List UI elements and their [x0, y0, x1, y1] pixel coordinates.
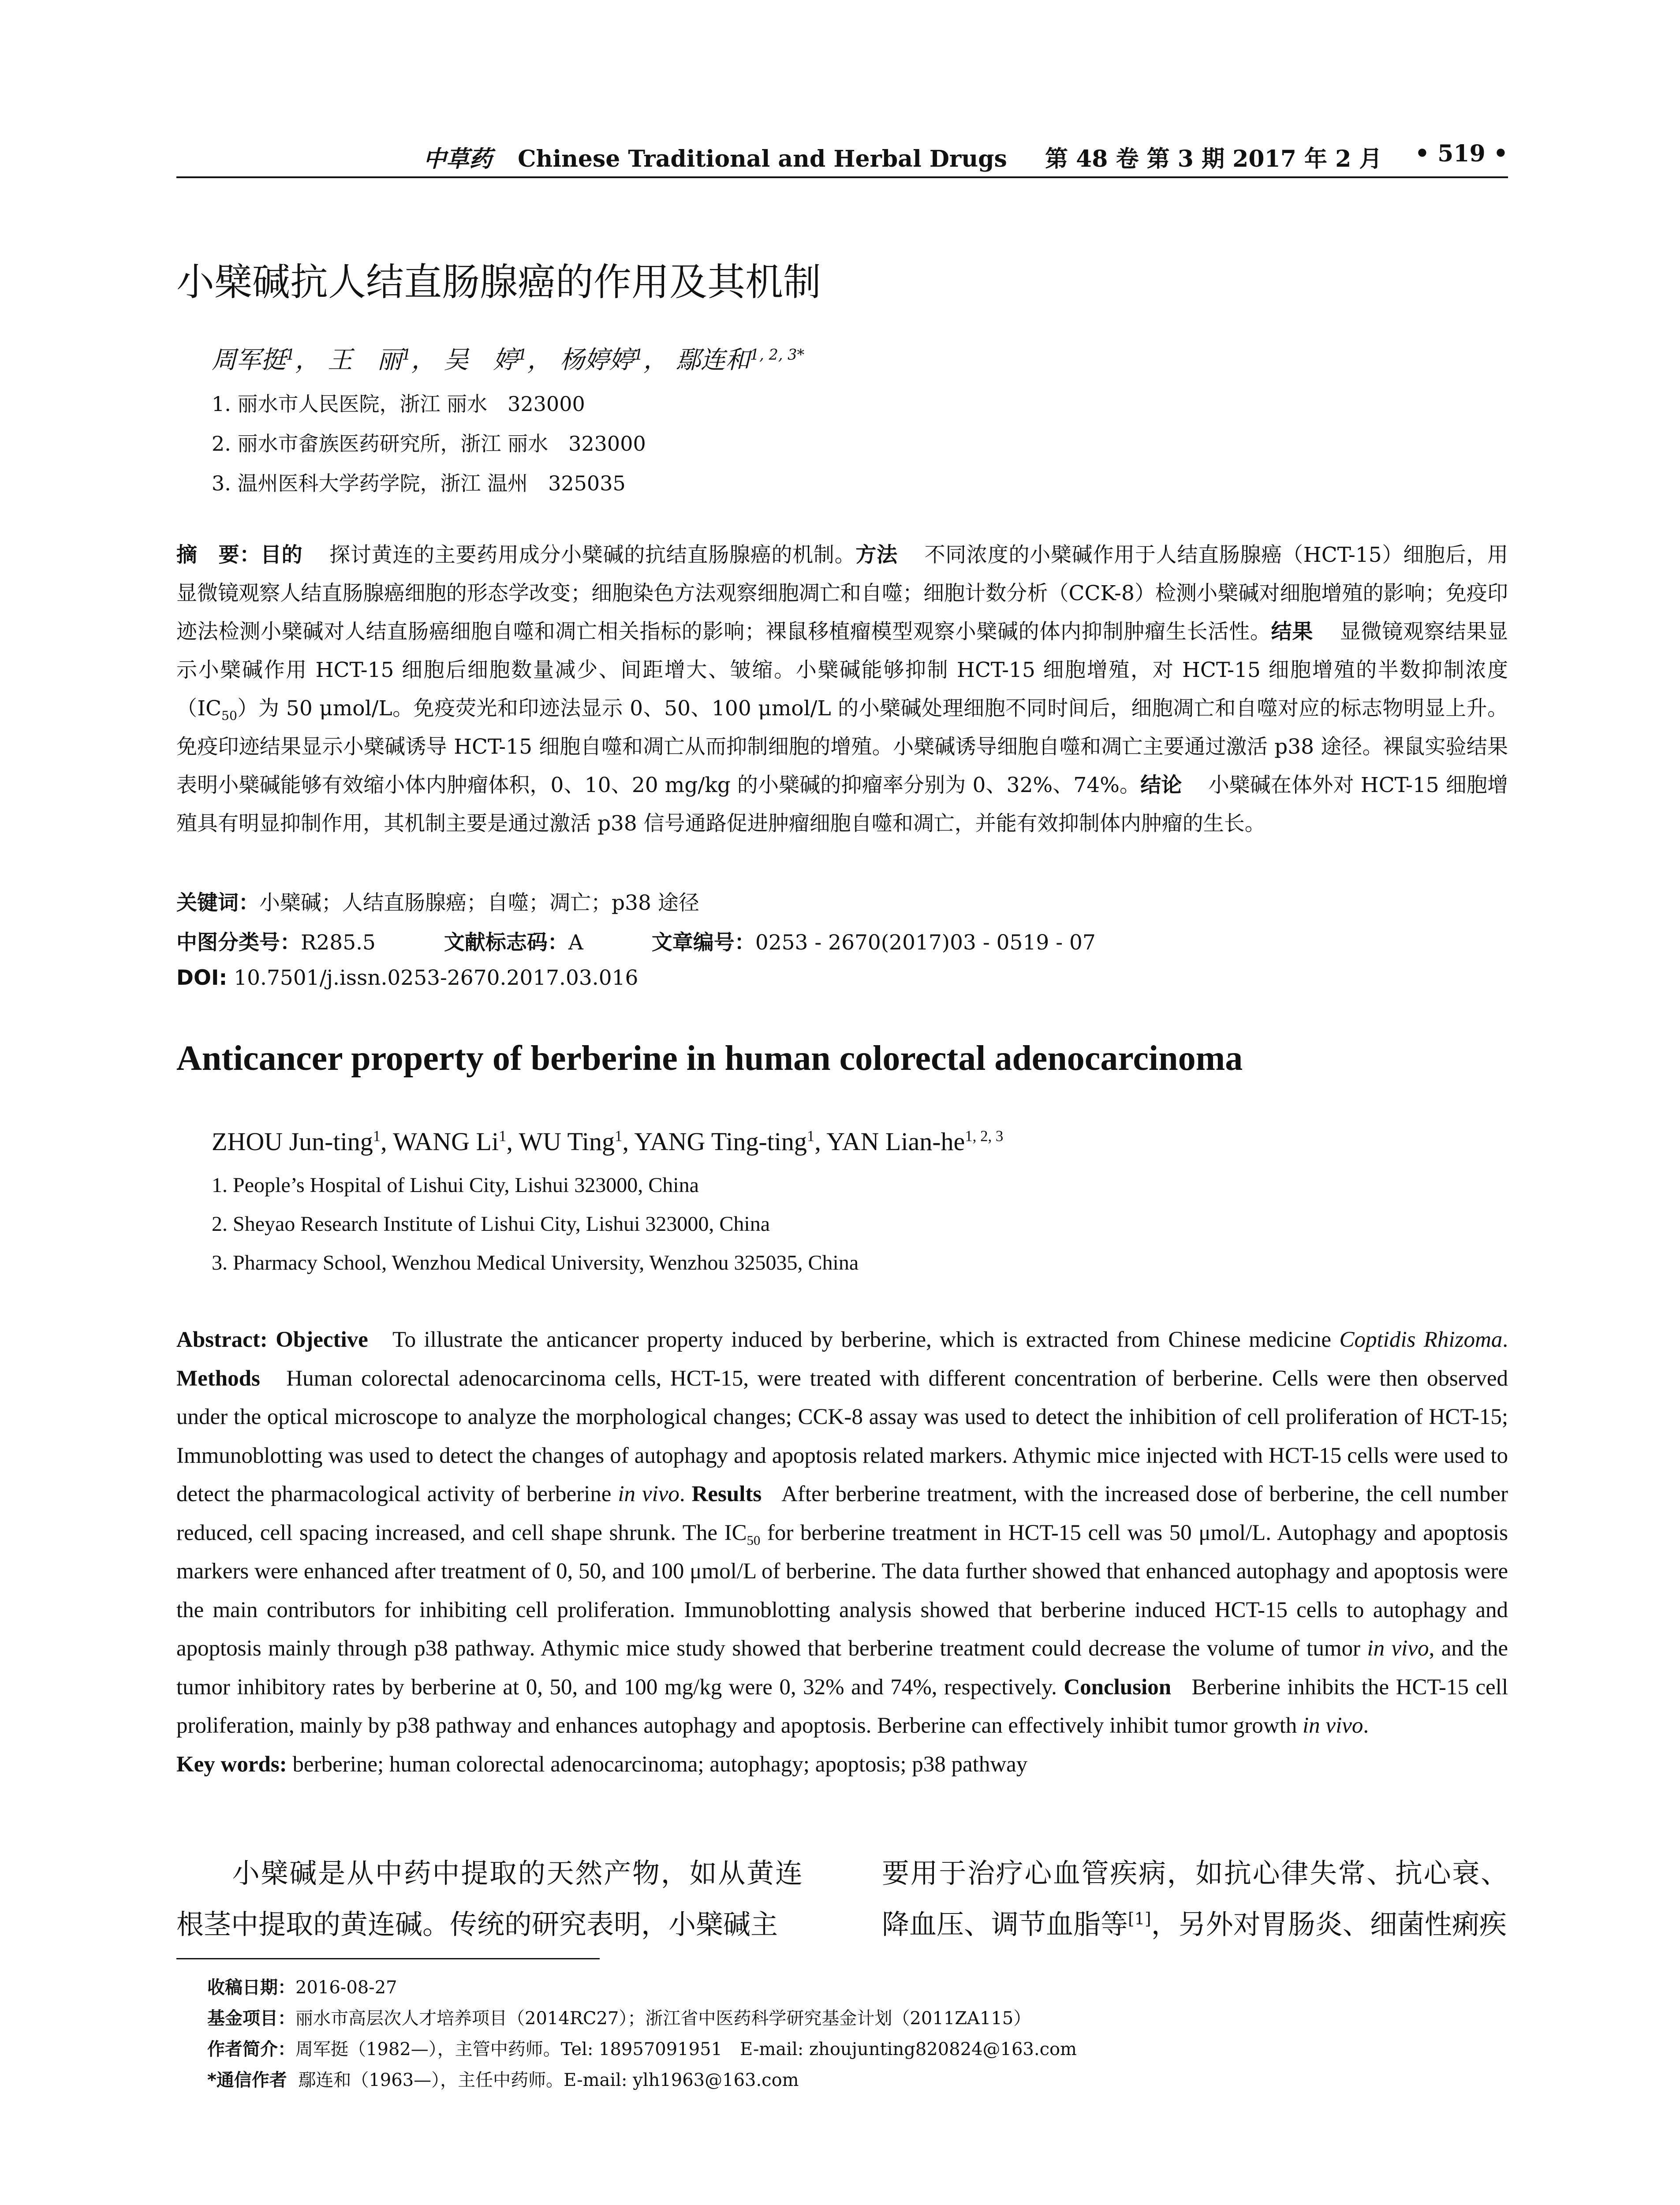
header-rule — [176, 176, 1508, 178]
footnote-label: 基金项目： — [207, 2008, 295, 2029]
cn-objective-text: 探讨黄连的主要药用成分小檗碱的抗结直肠腺癌的机制。 — [329, 543, 856, 567]
clc-value: R285.5 — [301, 931, 376, 955]
footnote-received — [207, 1973, 397, 1999]
cn-author: 吴 婷 — [444, 346, 518, 374]
body-column-right — [882, 1848, 1508, 1950]
en-keywords-label: Key words: — [176, 1752, 287, 1777]
en-objective-text: To illustrate the anticancer property induced by berberine, which is extracted from Chinese medicine — [392, 1327, 1332, 1352]
en-abstract: Abstract: Objective To illustrate the anticancer property induced by berberine, which is extracted from Chinese medicine Coptidis Rhizoma. Methods Human colorectal adenocarcinoma cells, HCT-15, were treated with different concentration of berberine. Cells were then observed under the optical microscope to analyze the morphological changes; CCK-8 assay was used to detect the inhibition of cell proliferation of HCT-15; Immunoblotting was used to detect the changes of autophagy and apoptosis related markers. Athymic mice injected with HCT-15 cells were used to detect the pharmacological activity of berberine in vivo. Results After berberine treatment, with the increased dose of berberine, the cell number reduced, cell spacing increased, and cell shape shrunk. The $IC_{50}$ for berberine treatment in HCT-15 cell was 50 μmol/L. Autophagy and apoptosis markers were enhanced after treatment of 0, 50, and 100 μmol/L of berberine. The data further showed that enhanced autophagy and apoptosis were the main contributors for inhibiting cell proliferation. Immunoblotting analysis showed that berberine induced HCT-15 cells to autophagy and apoptosis mainly through p38 pathway. Athymic mice study showed that berberine treatment could decrease the volume of tumor in vivo, and the tumor inhibitory rates by berberine at 0, 50, and 100 mg/kg were 0, 32% and 74%, respectively. Conclusion Berberine inhibits the HCT-15 cell proliferation, mainly by p38 pathway and enhances autophagy and apoptosis. Berberine can effectively inhibit tumor growth in vivo. Key words: berberine; human colorectal adenocarcinoma; autophagy; apoptosis; p38 pathway — [176, 1327, 1508, 1777]
cn-affiliation: 3. 温州医科大学药学院，浙江 温州 325035 — [212, 471, 626, 495]
footnote-label: *通信作者 — [207, 2070, 287, 2090]
footnote-label: 收稿日期： — [207, 1977, 295, 1998]
cn-author-sup: 1 — [634, 346, 643, 363]
footnote-text: 2016-08-27 — [295, 1977, 397, 1998]
running-header — [176, 140, 1508, 175]
cn-title: 小檗碱抗人结直肠腺癌的作用及其机制 — [176, 260, 821, 304]
cn-author: 王 丽 — [328, 346, 402, 374]
page-number: • 519 • — [1415, 140, 1508, 167]
cn-results-text-cont: ）为 50 μmol/L。免疫荧光和印迹法显示 0、50、100 μmol/L 的小檗碱处理细胞不同时间后，细胞凋亡和自噬对应的标志物明显上升。免疫印迹结果显示小檗碱诱导 HCT-15 细胞自噬和凋亡从而抑制细胞的增殖。小檗碱诱导细胞自噬和凋亡主要通过激活 p38 途径。裸鼠实验结果表明小檗碱能够有效缩小体内肿瘤体积，0、10、20 mg/kg 的小檗碱的抑瘤率分别为 0、32%、74%。 — [176, 696, 1508, 797]
footnote-rule — [176, 1958, 600, 1959]
reference-mark[interactable]: [1] — [1128, 1909, 1151, 1928]
en-affiliation: 3. Pharmacy School, Wenzhou Medical University, Wenzhou 325035, China — [212, 1251, 859, 1274]
doi-value[interactable]: 10.7501/j.issn.0253-2670.2017.03.016 — [234, 966, 638, 990]
en-author: YAN Lian-he — [826, 1127, 965, 1156]
cn-author-sup: 1 — [518, 346, 527, 363]
cn-methods-label: 方法 — [855, 543, 898, 567]
cn-author-sup: 1 — [402, 346, 411, 363]
en-results-text-cont: for berberine treatment in HCT-15 cell was 50 μmol/L. Autophagy and apoptosis markers were enhanced after treatment of 0, 50, and 100 μmol/L of berberine. The data further showed that enhanced autophagy and apoptosis were the main contributors for inhibiting cell proliferation. Immunoblotting analysis showed that berberine induced HCT-15 cells to autophagy and apoptosis mainly through p38 pathway. Athymic mice study showed that berberine treatment could decrease the volume of tumor — [176, 1520, 1508, 1661]
journal-issue: 第 48 卷 第 3 期 2017 年 2 月 — [1045, 146, 1382, 172]
body-text-left: 小檗碱是从中药中提取的天然产物，如从黄连根茎中提取的黄连碱。传统的研究表明，小檗碱主 — [176, 1857, 803, 1940]
footnote-text: 鄢连和（1963—），主任中药师。E-mail: ylh1963@163.com — [298, 2070, 799, 2090]
footnote-corresponding — [207, 2066, 799, 2091]
en-abstract-label: Abstract: — [176, 1327, 268, 1352]
en-objective-label: Objective — [276, 1327, 368, 1352]
cn-author: 鄢连和 — [676, 346, 750, 374]
en-author-sup: 1 — [615, 1127, 623, 1145]
doc-code-value: A — [568, 931, 583, 955]
cn-results-text: 显微镜观察结果显示小檗碱作用 HCT-15 细胞后细胞数量减少、间距增大、皱缩。小檗碱能够抑制 HCT-15 细胞增殖，对 HCT-15 细胞增殖的半数抑制浓度（IC — [176, 620, 1508, 721]
doi-line — [176, 966, 638, 990]
en-methods-italic: in vivo — [618, 1482, 679, 1506]
en-conclusion-label: Conclusion — [1064, 1674, 1172, 1700]
cn-author: 杨婷婷 — [560, 346, 634, 374]
en-conclusion-italic: in vivo — [1303, 1713, 1363, 1738]
en-results-text-end: , and the tumor inhibitory rates by berberine at 0, 50, and 100 mg/kg were 0, 32% and 74%, respectively. — [176, 1636, 1508, 1700]
en-author: WU Ting — [519, 1127, 615, 1156]
en-results-italic: in vivo — [1367, 1636, 1429, 1661]
cn-author-sup: 1 — [286, 346, 295, 363]
en-objective-italic: Coptidis Rhizoma — [1339, 1327, 1503, 1352]
body-text-right-cont: ，另外对胃肠炎、细菌性痢疾 — [1151, 1908, 1507, 1940]
classification-line — [176, 926, 1096, 956]
cn-keywords — [176, 886, 699, 916]
journal-logo: 中草药 — [423, 146, 493, 172]
cn-keywords-label: 关键词： — [176, 891, 259, 915]
en-methods-label: Methods — [176, 1366, 260, 1391]
en-author-sup: 1, 2, 3 — [965, 1127, 1004, 1145]
cn-author-list: 周军挺$^1$， 王 丽$^1$， 吴 婷$^1$， 杨婷婷$^1$， 鄢连和$^{1, 2, 3*}$ — [212, 346, 805, 374]
en-author: YANG Ting-ting — [634, 1127, 807, 1156]
en-ic50-sub: 50 — [747, 1532, 761, 1548]
cn-conclusion-label: 结论 — [1140, 773, 1182, 797]
cn-abstract — [176, 536, 1508, 843]
en-affiliation: 2. Sheyao Research Institute of Lishui City, Lishui 323000, China — [212, 1212, 770, 1236]
footnote-fund — [207, 2004, 1031, 2029]
cn-affiliation: 1. 丽水市人民医院，浙江 丽水 323000 — [212, 392, 585, 416]
body-text-right: 要用于治疗心血管疾病，如抗心律失常、抗心衰、降血压、调节血脂等 — [882, 1857, 1508, 1940]
article-number-value: 0253 - 2670(2017)03 - 0519 - 07 — [755, 931, 1096, 955]
footnote-text: 周军挺（1982—），主管中药师。Tel: 18957091951 E-mail: zhoujunting820824@163.com — [295, 2039, 1077, 2059]
en-keywords-text: berberine; human colorectal adenocarcinoma; autophagy; apoptosis; p38 pathway — [292, 1752, 1028, 1777]
doc-code-label: 文献标志码： — [444, 931, 568, 955]
en-conclusion-text: Berberine inhibits the HCT-15 cell proliferation, mainly by p38 pathway and enhances autophagy and apoptosis. Berberine can effectively inhibit tumor growth — [176, 1674, 1508, 1738]
cn-results-label: 结果 — [1271, 620, 1314, 644]
cn-affiliation: 2. 丽水市畲族医药研究所，浙江 丽水 323000 — [212, 432, 646, 456]
cn-author: 周军挺 — [212, 346, 286, 374]
en-results-label: Results — [691, 1482, 762, 1506]
en-author: ZHOU Jun-ting — [212, 1127, 373, 1156]
cn-objective-label: 目的 — [260, 543, 303, 567]
en-methods-text: Human colorectal adenocarcinoma cells, HCT-15, were treated with different concentration of berberine. Cells were then observed under the optical microscope to analyze the morphological changes; CCK-8 assay was used to detect the inhibition of cell proliferation of HCT-15; Immunoblotting was used to detect the changes of autophagy and apoptosis related markers. Athymic mice injected with HCT-15 cells were used to detect the pharmacological activity of berberine — [176, 1366, 1508, 1506]
footnote-author — [207, 2035, 1077, 2060]
en-author: WANG Li — [393, 1127, 499, 1156]
en-author-sup: 1 — [499, 1127, 507, 1145]
footnote-text: 丽水市高层次人才培养项目（2014RC27）；浙江省中医药科学研究基金计划（2011ZA115） — [295, 2008, 1031, 2029]
en-affiliation: 1. People’s Hospital of Lishui City, Lishui 323000, China — [212, 1174, 699, 1197]
article-number-label: 文章编号： — [651, 931, 755, 955]
clc-label: 中图分类号： — [176, 931, 301, 955]
cn-abstract-label: 摘 要： — [176, 543, 261, 567]
cn-methods-text: 不同浓度的小檗碱作用于人结直肠腺癌（HCT-15）细胞后，用显微镜观察人结直肠腺癌细胞的形态学改变；细胞染色方法观察细胞凋亡和自噬；细胞计数分析（CCK-8）检测小檗碱对细胞增殖的影响；免疫印迹法检测小檗碱对人结直肠癌细胞自噬和凋亡相关指标的影响；裸鼠移植瘤模型观察小檗碱的体内抑制肿瘤生长活性。 — [176, 543, 1508, 644]
doi-label: DOI: — [176, 966, 228, 990]
en-author-list: ZHOU Jun-ting$^1$, WANG Li$^1$, WU Ting$^1$, YANG Ting-ting$^1$, YAN Lian-he$^{1, 2, 3}$ — [212, 1127, 1004, 1156]
cn-keywords-text: 小檗碱；人结直肠腺癌；自噬；凋亡；p38 途径 — [259, 891, 699, 915]
journal-name: Chinese Traditional and Herbal Drugs — [518, 146, 1007, 172]
footnote-label: 作者简介： — [207, 2039, 295, 2059]
cn-author-sup: 1, 2, 3* — [750, 346, 805, 363]
en-author-sup: 1 — [373, 1127, 381, 1145]
en-author-sup: 1 — [806, 1127, 815, 1145]
cn-conclusion-text: 小檗碱在体外对 HCT-15 细胞增殖具有明显抑制作用，其机制主要是通过激活 p38 信号通路促进肿瘤细胞自噬和凋亡，并能有效抑制体内肿瘤的生长。 — [176, 773, 1508, 836]
cn-ic50-sub: 50 — [221, 708, 237, 723]
en-results-text: After berberine treatment, with the increased dose of berberine, the cell number reduced, cell spacing increased, and cell shape shrunk. The IC — [176, 1482, 1508, 1545]
body-column-left — [176, 1848, 803, 1950]
en-title: Anticancer property of berberine in human colorectal adenocarcinoma — [176, 1039, 1243, 1078]
